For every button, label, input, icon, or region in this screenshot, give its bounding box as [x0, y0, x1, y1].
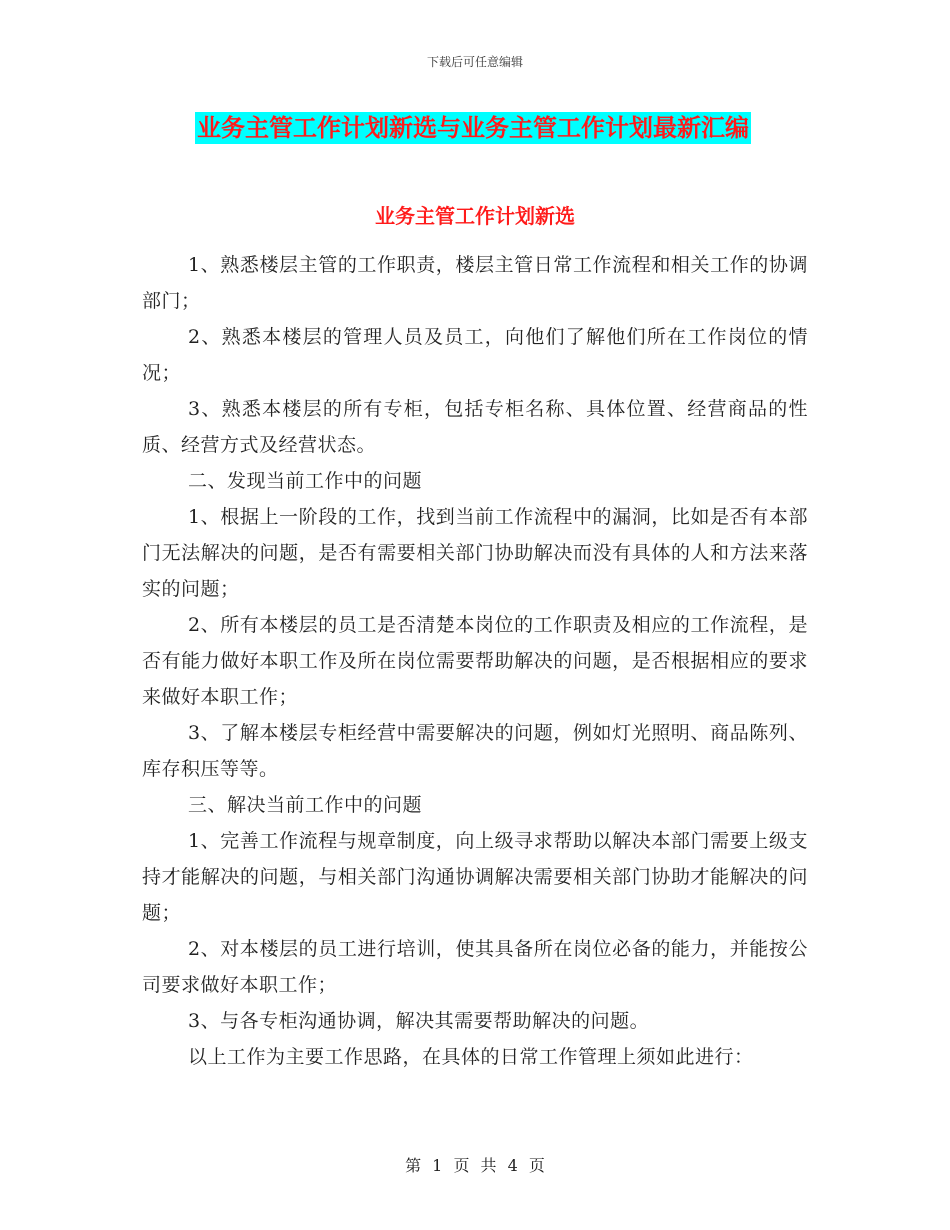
paragraph: 2、熟悉本楼层的管理人员及员工，向他们了解他们所在工作岗位的情况；: [142, 326, 808, 384]
paragraph: 3、了解本楼层专柜经营中需要解决的问题，例如灯光照明、商品陈列、库存积压等等。: [142, 722, 808, 780]
subheading: 二、发现当前工作中的问题: [188, 470, 423, 492]
paragraph: 2、所有本楼层的员工是否清楚本岗位的工作职责及相应的工作流程，是否有能力做好本职工作及所在岗位需要帮助解决的问题，是否根据相应的要求来做好本职工作；: [142, 614, 808, 708]
section-title: 业务主管工作计划新选: [375, 204, 575, 228]
paragraph: 3、与各专柜沟通协调，解决其需要帮助解决的问题。: [188, 1010, 650, 1032]
paragraph: 1、完善工作流程与规章制度，向上级寻求帮助以解决本部门需要上级支持才能解决的问题，与相关部门沟通协调解决需要相关部门协助才能解决的问题；: [142, 830, 808, 924]
paragraph: 1、熟悉楼层主管的工作职责，楼层主管日常工作流程和相关工作的协调部门；: [142, 254, 808, 312]
header-note: 下载后可任意编辑: [426, 55, 523, 69]
paragraph: 1、根据上一阶段的工作，找到当前工作流程中的漏洞，比如是否有本部门无法解决的问题，是否有需要相关部门协助解决而没有具体的人和方法来落实的问题；: [142, 506, 808, 600]
paragraph: 3、熟悉本楼层的所有专柜，包括专柜名称、具体位置、经营商品的性质、经营方式及经营状态。: [142, 398, 808, 456]
document-title: 业务主管工作计划新选与业务主管工作计划最新汇编: [197, 114, 749, 142]
body-text: [142, 247, 808, 1075]
paragraph: 以上工作为主要工作思路，在具体的日常工作管理上须如此进行：: [188, 1046, 754, 1068]
page-number-footer: 第 1 页 共 4 页: [405, 1156, 545, 1175]
subheading: 三、解决当前工作中的问题: [188, 794, 423, 816]
paragraph: 2、对本楼层的员工进行培训，使其具备所在岗位必备的能力，并能按公司要求做好本职工作；: [142, 938, 808, 996]
